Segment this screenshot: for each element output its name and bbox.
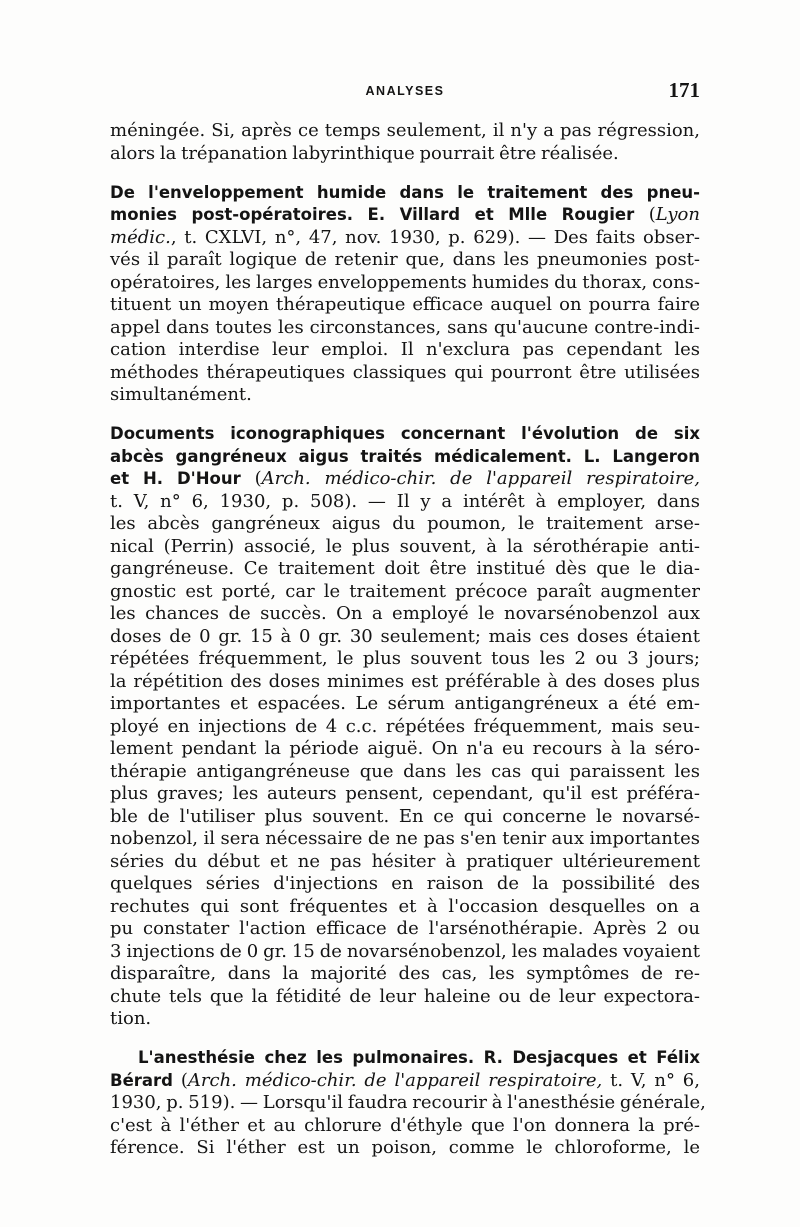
text-line: la répétition des doses minimes est préférable à des doses plus <box>110 670 700 692</box>
article-title: L'anesthésie chez les pulmonaires. <box>138 1048 475 1067</box>
text-line: simultanément. <box>110 384 252 405</box>
article-authors: Bérard <box>110 1070 173 1090</box>
article-reference: t. V, n° 6, 1930, p. 508). — Il y a intérêt à employer, dans <box>110 490 700 512</box>
body-text <box>110 120 706 1160</box>
text-line: quelques séries d'injections en raison de la possibilité des <box>110 873 700 894</box>
text-line: gnostic est porté, car le traitement précoce paraît augmenter <box>110 580 700 602</box>
text-line: alors la trépanation labyrinthique pourrait être réalisée. <box>110 142 619 164</box>
article-reference: médic., t. CXLVI, n°, 47, nov. 1930, p. 629). — Des faits obser- <box>110 226 700 248</box>
text-line: appel dans toutes les circonstances, sans qu'aucune contre-indi- <box>110 316 700 338</box>
text-line: ble de l'utiliser plus souvent. En ce qui concerne le novarsé- <box>110 805 700 827</box>
article-heading-line <box>110 1047 700 1070</box>
article-reference: Bérard (Arch. médico-chir. de l'appareil respiratoire, t. V, n° 6, <box>110 1069 700 1091</box>
text-line: pu constater l'action efficace de l'arsénothérapie. Après 2 ou <box>110 918 700 939</box>
text-line: tituent un moyen thérapeutique efficace auquel on pourra faire <box>110 294 700 315</box>
text-line: cation interdise leur emploi. Il n'exclura pas cependant les <box>110 339 700 360</box>
article-authors: L. Langeron <box>583 446 700 466</box>
text-line: répétées fréquemment, le plus souvent tous les 2 ou 3 jours; <box>110 648 700 669</box>
text-line: c'est à l'éther et au chlorure d'éthyle que l'on donnera la pré- <box>110 1114 700 1136</box>
text-line: nical (Perrin) associé, le plus souvent, à la sérothérapie anti- <box>110 535 700 557</box>
article-authors: E. Villard et Mlle Rougier <box>367 205 635 224</box>
text-line: 3 injections de 0 gr. 15 de novarsénobenzol, les malades voyaient <box>110 940 700 962</box>
text-line: tion. <box>110 1008 152 1029</box>
article-authors: et H. D'Hour <box>110 469 241 488</box>
journal-name: Arch. médico-chir. de l'appareil respiratoire, <box>187 1069 603 1091</box>
text-line: méthodes thérapeutiques classiques qui pourront être utilisées <box>110 361 700 383</box>
text-line: importantes et espacées. Le sérum antigangréneux a été em- <box>110 693 700 714</box>
text-line: gangréneuse. Ce traitement doit être institué dès que le dia- <box>110 558 700 579</box>
text-line: séries du début et ne pas hésiter à pratiquer ultérieurement <box>110 850 700 872</box>
page-number: 171 <box>668 78 700 102</box>
text-line: nobenzol, il sera nécessaire de ne pas s'en tenir aux importantes <box>110 828 700 849</box>
article-authors: R. Desjacques et Félix <box>483 1048 700 1067</box>
text-line: opératoires, les larges enveloppements humides du thorax, cons- <box>110 271 700 293</box>
text-line: vés il paraît logique de retenir que, dans les pneumonies post- <box>110 249 700 270</box>
article-title: Documents iconographiques concernant l'évolution de six <box>110 424 700 443</box>
article-reference: et H. D'Hour (Arch. médico-chir. de l'appareil respiratoire, <box>110 468 700 489</box>
text-line: ployé en injections de 4 c.c. répétées fréquemment, mais seu- <box>110 715 700 737</box>
text-line: férence. Si l'éther est un poison, comme le chloroforme, le <box>110 1137 700 1158</box>
text-line: disparaître, dans la majorité des cas, les symptômes de re- <box>110 963 700 984</box>
article-heading-line: monies post-opératoires. E. Villard et Mlle Rougier (Lyon <box>110 204 700 225</box>
journal-name: Arch. médico-chir. de l'appareil respiratoire, <box>261 468 700 489</box>
running-title: ANALYSES <box>365 84 445 98</box>
text-line: rechutes qui sont fréquentes et à l'occasion desquelles on a <box>110 895 700 917</box>
running-head <box>110 78 700 108</box>
journal-name: Lyon <box>655 204 700 225</box>
article-heading-line <box>110 446 700 469</box>
text-line: doses de 0 gr. 15 à 0 gr. 30 seulement; mais ces doses étaient <box>110 625 700 647</box>
article-title: abcès gangréneux aigus traités médicalement. <box>110 446 572 466</box>
text-line: méningée. Si, après ce temps seulement, il n'y a pas régression, <box>110 120 700 141</box>
text-line: les chances de succès. On a employé le novarsénobenzol aux <box>110 603 700 624</box>
text-line: plus graves; les auteurs pensent, cependant, qu'il est préféra- <box>110 783 700 804</box>
article-title: De l'enveloppement humide dans le traitement des pneu- <box>110 182 700 202</box>
text-line: les abcès gangréneux aigus du poumon, le traitement arse- <box>110 513 700 534</box>
article-title: monies post-opératoires. <box>110 205 354 224</box>
text-line: thérapie antigangréneuse que dans les cas qui paraissent les <box>110 760 700 782</box>
text-line: chute tels que la fétidité de leur haleine ou de leur expectora- <box>110 985 700 1007</box>
text-line: lement pendant la période aiguë. On n'a eu recours à la séro- <box>110 738 700 759</box>
text-line: 1930, p. 519). — Lorsqu'il faudra recourir à l'anesthésie générale, <box>110 1092 706 1113</box>
